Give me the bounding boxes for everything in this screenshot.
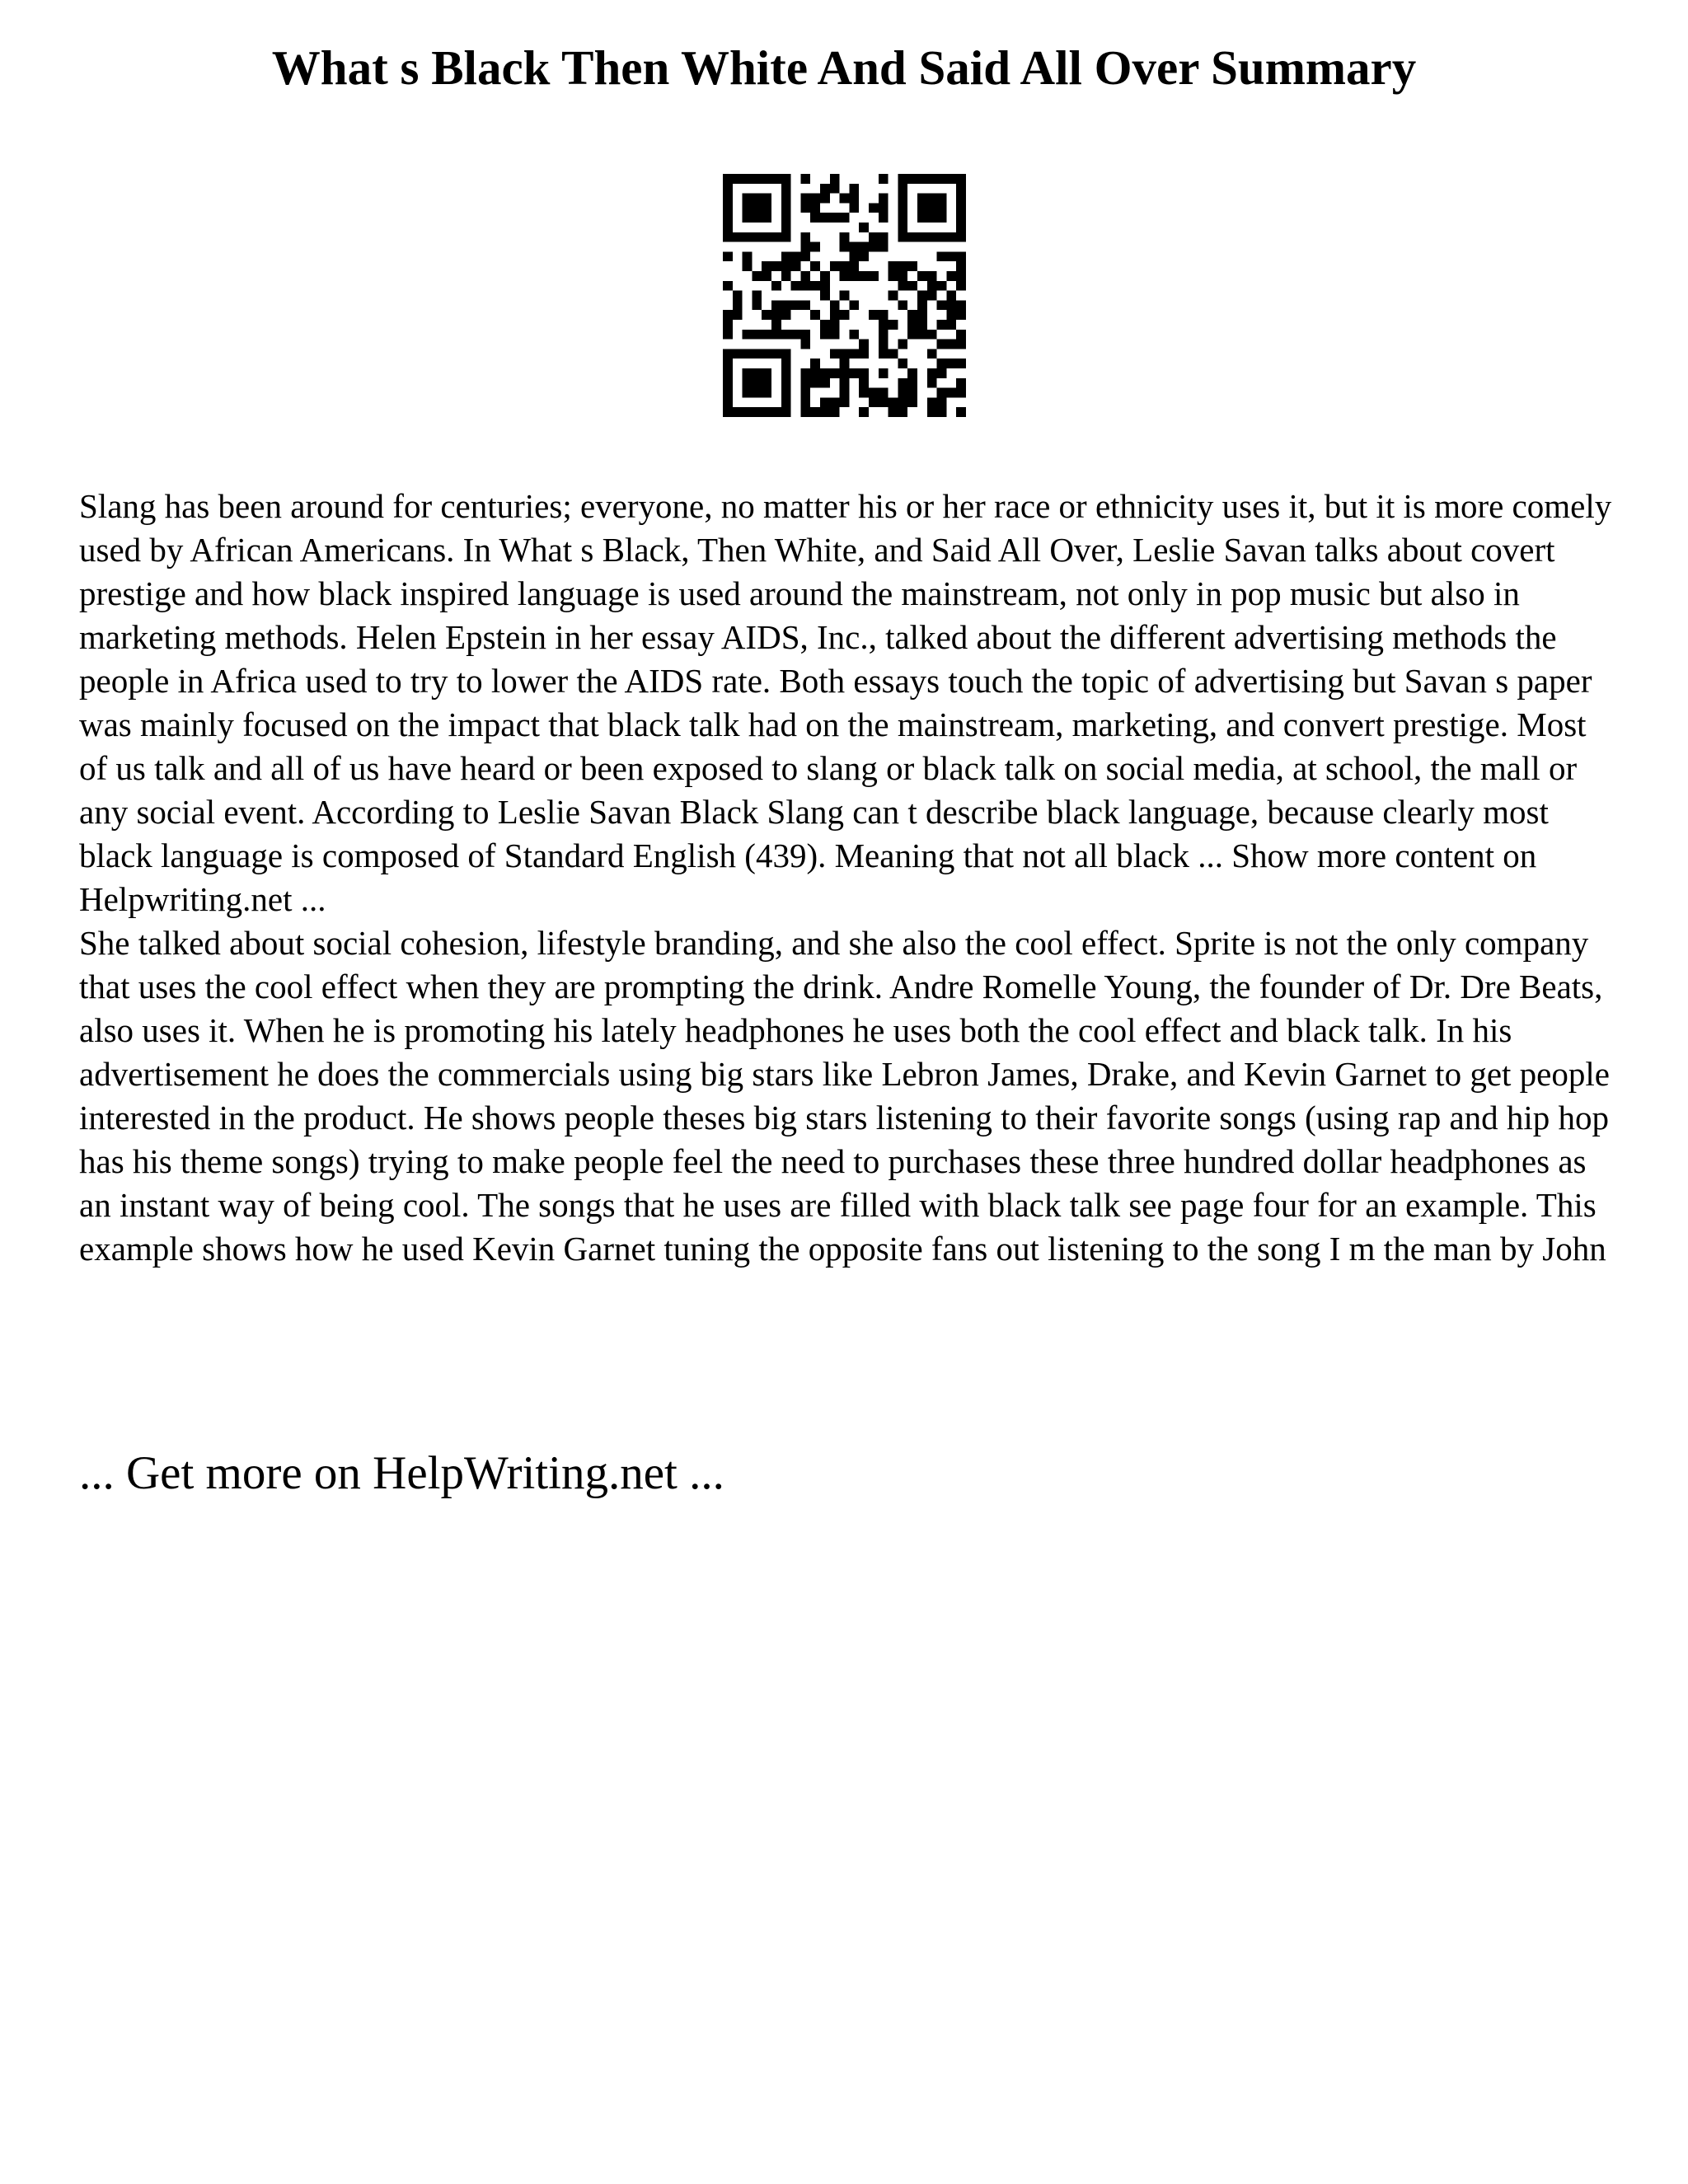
body-paragraph-1: Slang has been around for centuries; everyone, no matter his or her race or ethnicity uses it, but it is more comely used by African Americans. In What s Black, Then White, and Said All Over, Leslie Savan talks about covert prestige and how black inspired language is used around the mainstream, not only in pop music but also in marketing methods. Helen Epstein in her essay AIDS, Inc., talked about the different advertising methods the people in Africa used to try to lower the AIDS rate. Both essays touch the topic of advertising but Savan s paper was mainly focused on the impact that black talk had on the mainstream, marketing, and convert prestige. Most of us talk and all of us have heard or been exposed to slang or black talk on social media, at school, the mall or any social event. According to Leslie Savan Black Slang can t describe black language, because clearly most black language is composed of Standard English (439). Meaning that not all black ... Show more content on Helpwriting.net ... [79,487,1612,918]
qr-code-icon [723,174,966,417]
body-paragraph-2: She talked about social cohesion, lifestyle branding, and she also the cool effect. Sprite is not the only company that uses the cool effect when they are prompting the drink. Andre Romelle Young, the founder of Dr. Dre Beats, also uses it. When he is promoting his lately headphones he uses both the cool effect and black talk. In his advertisement he does the commercials using big stars like Lebron James, Drake, and Kevin Garnet to get people interested in the product. He shows people theses big stars listening to their favorite songs (using rap and hip hop has his theme songs) trying to make people feel the need to purchases these three hundred dollar headphones as an instant way of being cool. The songs that he uses are filled with black talk see page four for an example. This example shows how he used Kevin Garnet tuning the opposite fans out listening to the song I m the man by John [79,924,1610,1268]
document-body [79,485,1612,1271]
page-title: What s Black Then White And Said All Over Summary [271,40,1417,95]
get-more-link[interactable]: ... Get more on HelpWriting.net ... [79,1447,724,1499]
